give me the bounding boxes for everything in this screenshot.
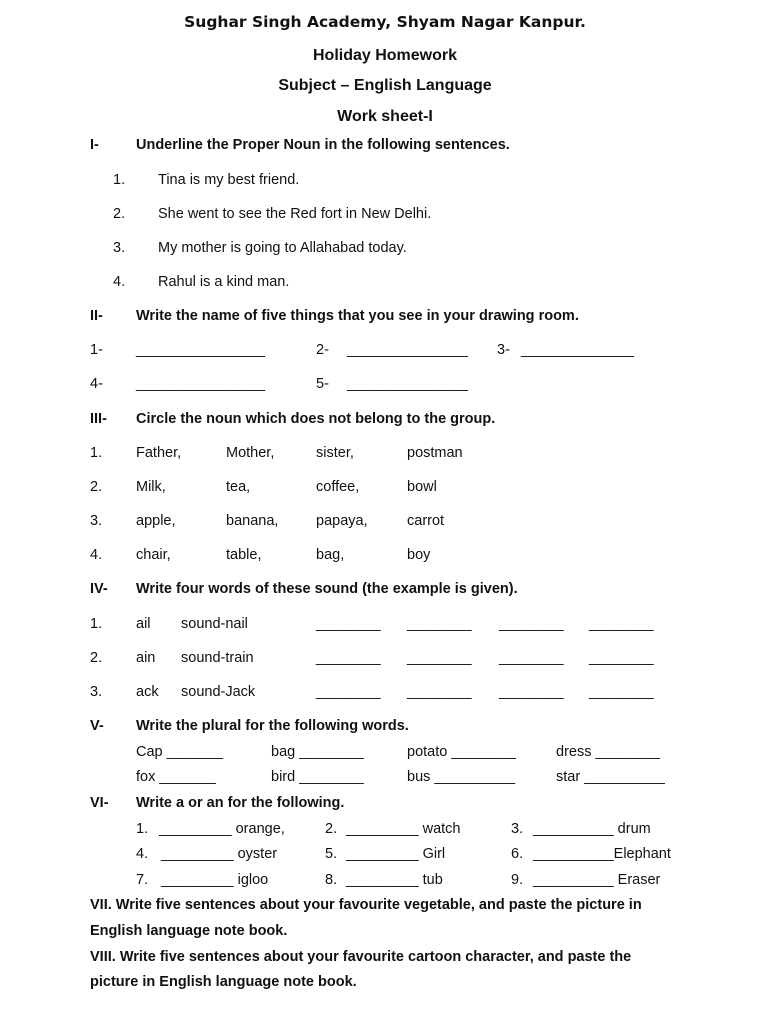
item-number: 7.: [136, 872, 149, 888]
item-number: 3.: [511, 821, 524, 837]
list-item: She went to see the Red fort in New Delhi.: [158, 206, 432, 222]
example: sound-train: [181, 650, 254, 666]
item-number: 6.: [511, 846, 524, 862]
row-number: 2.: [90, 479, 103, 495]
blank-line: ________: [589, 616, 654, 632]
page-title: Holiday Homework: [312, 47, 458, 64]
section-4-heading: Write four words of these sound (the example is given).: [136, 581, 518, 597]
word: banana,: [226, 513, 279, 529]
word: papaya,: [316, 513, 368, 529]
plural-item: dress ________: [556, 744, 660, 760]
section-3-number: III-: [90, 411, 107, 427]
subject-line: Subject – English Language: [278, 77, 492, 94]
section-5-number: V-: [90, 718, 104, 734]
word: postman: [407, 445, 463, 461]
word: tea,: [226, 479, 251, 495]
blank-line: ________: [499, 684, 564, 700]
row-number: 3.: [90, 684, 103, 700]
plural-item: potato ________: [407, 744, 516, 760]
plural-item: bus __________: [407, 769, 516, 785]
plural-item: star __________: [556, 769, 665, 785]
item-number: 2.: [325, 821, 338, 837]
blank-line: ________: [407, 616, 472, 632]
blank-number: 3-: [497, 342, 510, 358]
blank-line: ________: [407, 684, 472, 700]
article-item: _________ tub: [346, 872, 443, 888]
blank-line: ________: [589, 684, 654, 700]
section-1-number: I-: [90, 137, 99, 153]
row-number: 3.: [90, 513, 103, 529]
list-item-number: 3.: [113, 240, 126, 256]
section-7-line-2: English language note book.: [90, 923, 288, 939]
section-3-heading: Circle the noun which does not belong to the group.: [136, 411, 496, 427]
blank-number: 4-: [90, 376, 103, 392]
row-number: 4.: [90, 547, 103, 563]
item-number: 5.: [325, 846, 338, 862]
item-number: 9.: [511, 872, 524, 888]
blank-line: _______________: [347, 376, 468, 392]
sound: ail: [136, 616, 151, 632]
example: sound-nail: [181, 616, 248, 632]
item-number: 1.: [136, 821, 149, 837]
list-item-number: 2.: [113, 206, 126, 222]
plural-item: fox _______: [136, 769, 216, 785]
blank-line: ________: [316, 684, 381, 700]
list-item: Tina is my best friend.: [158, 172, 300, 188]
section-1-heading: Underline the Proper Noun in the following sentences.: [136, 137, 510, 153]
list-item: Rahul is a kind man.: [158, 274, 290, 290]
section-6-number: VI-: [90, 795, 109, 811]
blank-line: ______________: [521, 342, 634, 358]
blank-line: ________: [316, 650, 381, 666]
blank-line: ________: [407, 650, 472, 666]
blank-line: ________: [589, 650, 654, 666]
section-6-heading: Write a or an for the following.: [136, 795, 345, 811]
article-item: _________ oyster: [161, 846, 278, 862]
row-number: 1.: [90, 616, 103, 632]
plural-item: bag ________: [271, 744, 364, 760]
word: Father,: [136, 445, 182, 461]
article-item: __________ drum: [533, 821, 651, 837]
word: sister,: [316, 445, 354, 461]
sound: ain: [136, 650, 156, 666]
blank-line: ________: [499, 616, 564, 632]
section-2-number: II-: [90, 308, 103, 324]
article-item: _________ igloo: [161, 872, 269, 888]
row-number: 1.: [90, 445, 103, 461]
school-name: Sughar Singh Academy, Shyam Nagar Kanpur.: [184, 13, 586, 31]
word: bag,: [316, 547, 345, 563]
article-item: __________ Eraser: [533, 872, 661, 888]
blank-line: _______________: [347, 342, 468, 358]
row-number: 2.: [90, 650, 103, 666]
blank-line: ________________: [136, 342, 266, 358]
example: sound-Jack: [181, 684, 256, 700]
item-number: 8.: [325, 872, 338, 888]
section-5-heading: Write the plural for the following words.: [136, 718, 409, 734]
word: bowl: [407, 479, 437, 495]
word: apple,: [136, 513, 176, 529]
blank-number: 2-: [316, 342, 329, 358]
word: coffee,: [316, 479, 360, 495]
article-item: __________Elephant: [533, 846, 671, 862]
section-7-line-1: VII. Write five sentences about your favourite vegetable, and paste the picture in: [90, 897, 642, 913]
section-2-heading: Write the name of five things that you see in your drawing room.: [136, 308, 579, 324]
list-item: My mother is going to Allahabad today.: [158, 240, 407, 256]
word: Mother,: [226, 445, 275, 461]
plural-item: Cap _______: [136, 744, 224, 760]
word: Milk,: [136, 479, 166, 495]
worksheet-label: Work sheet-I: [337, 108, 433, 125]
blank-line: ________________: [136, 376, 266, 392]
word: chair,: [136, 547, 171, 563]
section-8-line-1: VIII. Write five sentences about your favourite cartoon character, and paste the: [90, 949, 632, 965]
word: boy: [407, 547, 431, 563]
article-item: _________ orange,: [159, 821, 285, 837]
section-4-number: IV-: [90, 581, 108, 597]
sound: ack: [136, 684, 159, 700]
list-item-number: 1.: [113, 172, 126, 188]
article-item: _________ watch: [346, 821, 461, 837]
section-8-line-2: picture in English language note book.: [90, 974, 357, 990]
word: carrot: [407, 513, 445, 529]
blank-line: ________: [499, 650, 564, 666]
item-number: 4.: [136, 846, 149, 862]
blank-number: 5-: [316, 376, 329, 392]
blank-number: 1-: [90, 342, 103, 358]
list-item-number: 4.: [113, 274, 126, 290]
article-item: _________ Girl: [346, 846, 446, 862]
word: table,: [226, 547, 262, 563]
plural-item: bird ________: [271, 769, 364, 785]
blank-line: ________: [316, 616, 381, 632]
